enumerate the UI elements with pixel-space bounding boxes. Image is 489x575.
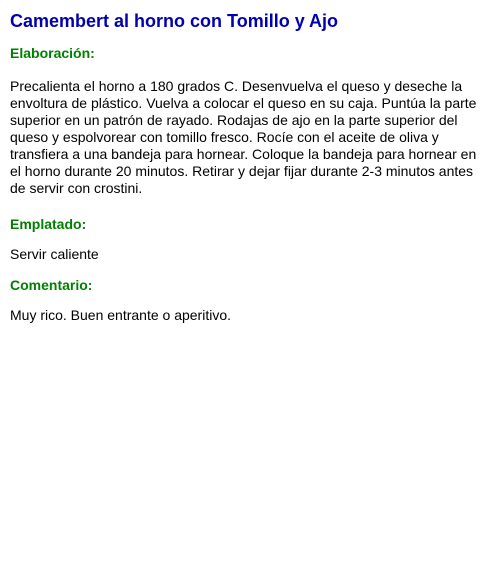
- section-elaboracion: [10, 44, 479, 197]
- section-emplatado: [10, 215, 479, 263]
- comentario-text: Muy rico. Buen entrante o aperitivo.: [10, 307, 232, 323]
- emplatado-text: Servir caliente: [10, 246, 99, 262]
- elaboracion-heading: Elaboración:: [10, 45, 95, 61]
- section-comentario: [10, 276, 479, 324]
- comentario-heading: Comentario:: [10, 277, 93, 293]
- emplatado-heading: Emplatado:: [10, 216, 87, 232]
- recipe-title: Camembert al horno con Tomillo y Ajo: [10, 11, 339, 31]
- elaboracion-text: Precalienta el horno a 180 grados C. Desenvuelva el queso y deseche la envoltura de plástico. Vuelva a colocar el queso en su caja. Puntúa la parte superior en un patrón de rayado. Rodajas de ajo en la parte superior del queso y espolvorear con tomillo fresco. Rocíe con el aceite de oliva y transfiera a una bandeja para hornear. Coloque la bandeja para hornear en el horno durante 20 minutos. Retirar y dejar fijar durante 2-3 minutos antes de servir con crostini.: [10, 78, 477, 196]
